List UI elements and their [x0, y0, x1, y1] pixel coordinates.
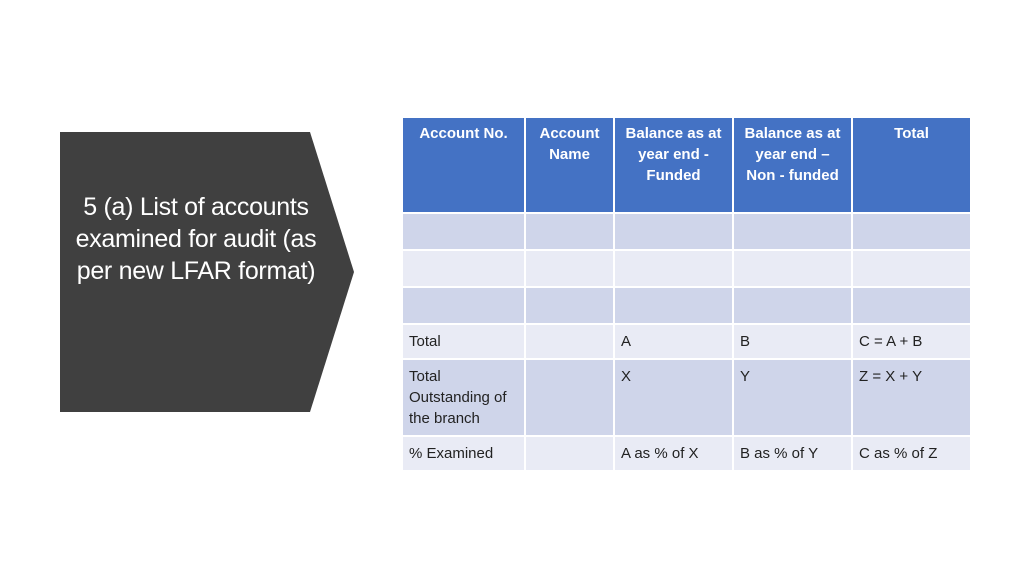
table-row — [402, 287, 971, 324]
table-header-row — [402, 117, 971, 213]
row-label-examined: % Examined — [402, 436, 525, 471]
table-cell — [402, 213, 525, 250]
slide-title: 5 (a) List of accounts examined for audit (as per new LFAR format) — [75, 193, 317, 285]
total-non-funded-cell: B — [733, 324, 852, 359]
total-sum-cell: C = A + B — [852, 324, 971, 359]
table-cell — [525, 436, 614, 471]
table-cell — [614, 250, 733, 287]
accounts-table — [401, 116, 972, 472]
row-label-outstanding: Total Outstanding of the branch — [402, 359, 525, 436]
total-funded-cell: A — [614, 324, 733, 359]
examined-non-funded-cell: B as % of Y — [733, 436, 852, 471]
table-row — [402, 250, 971, 287]
table-cell — [525, 287, 614, 324]
outstanding-non-funded-cell: Y — [733, 359, 852, 436]
table-cell — [733, 213, 852, 250]
header-balance-funded: Balance as at year end - Funded — [614, 117, 733, 213]
header-account-no: Account No. — [402, 117, 525, 213]
table-cell — [614, 287, 733, 324]
table-cell — [402, 287, 525, 324]
table-row-total — [402, 324, 971, 359]
outstanding-sum-cell: Z = X + Y — [852, 359, 971, 436]
header-total: Total — [852, 117, 971, 213]
table-cell — [852, 250, 971, 287]
table-cell — [852, 213, 971, 250]
table-cell — [402, 250, 525, 287]
header-balance-non-funded: Balance as at year end – Non - funded — [733, 117, 852, 213]
table-cell — [525, 213, 614, 250]
header-account-name: Account Name — [525, 117, 614, 213]
title-chevron-block — [60, 132, 354, 412]
table-row-examined — [402, 436, 971, 471]
accounts-table-container — [401, 116, 972, 472]
examined-funded-cell: A as % of X — [614, 436, 733, 471]
table-cell — [614, 213, 733, 250]
table-cell — [525, 359, 614, 436]
table-cell — [525, 250, 614, 287]
table-cell — [852, 287, 971, 324]
table-row — [402, 213, 971, 250]
table-row-outstanding — [402, 359, 971, 436]
row-label-total: Total — [402, 324, 525, 359]
examined-total-cell: C as % of Z — [852, 436, 971, 471]
table-cell — [733, 250, 852, 287]
outstanding-funded-cell: X — [614, 359, 733, 436]
table-cell — [525, 324, 614, 359]
table-cell — [733, 287, 852, 324]
